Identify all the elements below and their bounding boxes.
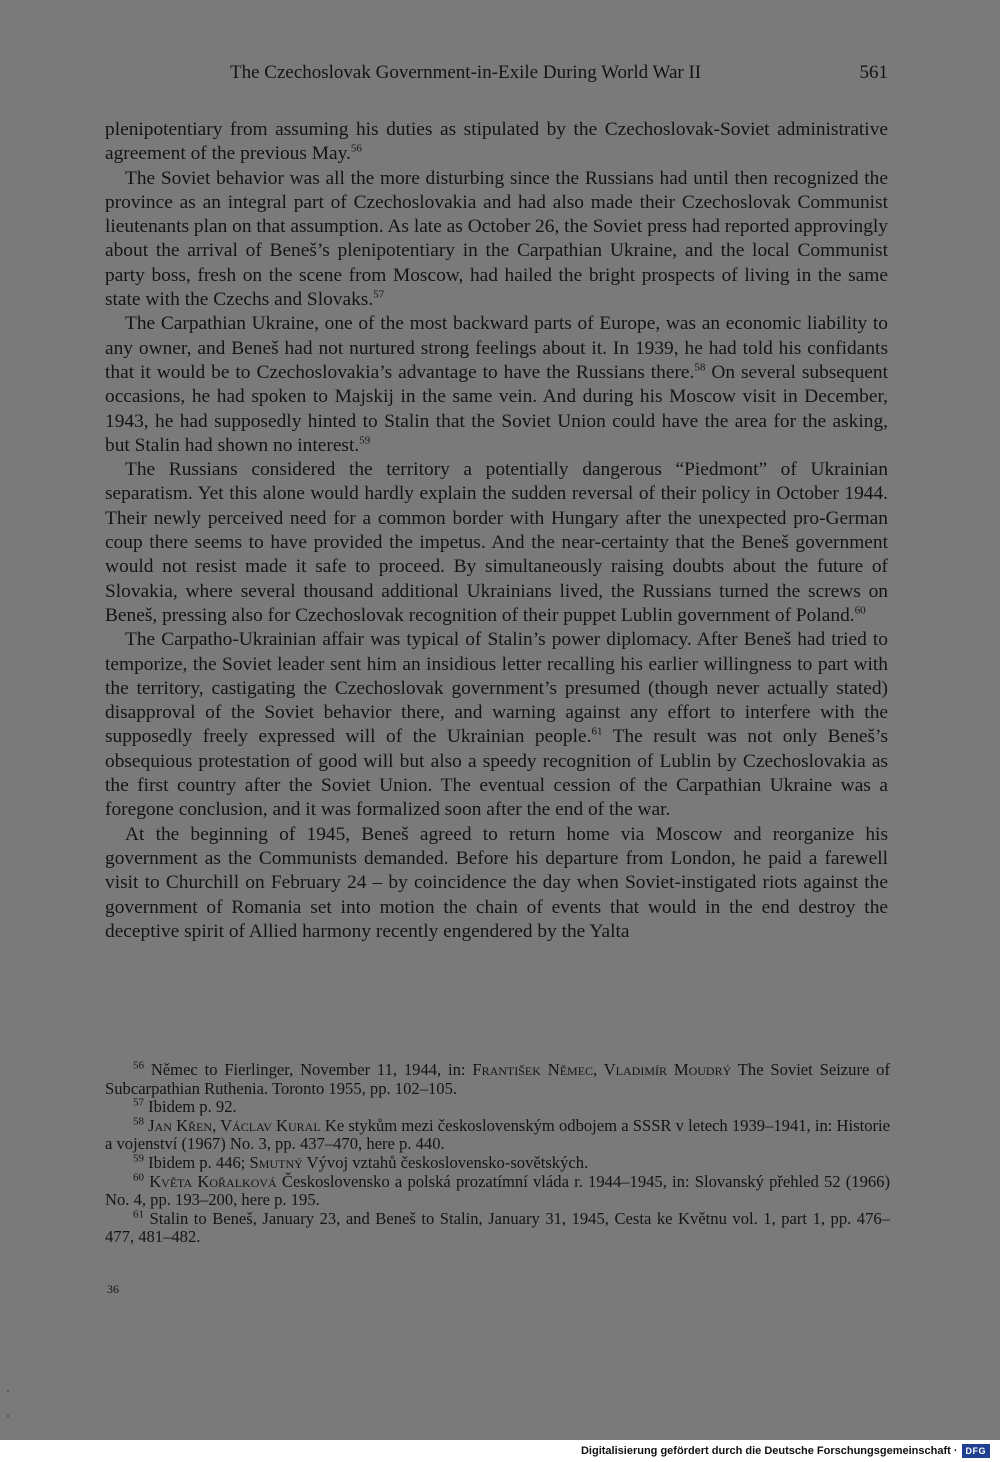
text-run: The Carpathian Ukraine, one of the most backward parts of Europe, was an economic liability to any owner, and Beneš had not nurtured strong feelings about it. In 1939, he had told his confidants that it would be to Czechoslovakia’s advantage to have the Russians there. <box>105 313 888 383</box>
footer-text: Digitalisierung gefördert durch die Deutsche Forschungsgemeinschaft · <box>580 1445 958 1457</box>
text-run: Československo a polská prozatímní vláda r. 1944–1945, in: Slovanský přehled 52 (1966) No. 4, pp. 193–200, here p. 195. <box>105 1171 891 1210</box>
text-run: Stalin to Beneš, January 23, and Beneš to Stalin, January 31, 1945, Cesta ke Květnu vol. 1, part 1, pp. 476–477, 481–482. <box>105 1208 890 1247</box>
body-text <box>105 118 888 944</box>
footnote-ref: 60 <box>133 1171 144 1184</box>
footnote-ref: 57 <box>373 288 385 301</box>
scan-speck <box>7 1390 9 1392</box>
author-name: Jan Křen, Václav Kural <box>148 1115 321 1135</box>
text-run: The result was not only Beneš’s obsequious protestation of good will but also a speedy recognition of Lublin by Czechoslovakia as the first country after the Soviet Union. The eventual cession of the Carpathian Ukraine was a foregone conclusion, and it was formalized soon after the end of the war. <box>105 726 888 821</box>
footnote <box>105 1117 890 1154</box>
footnote <box>105 1098 890 1117</box>
author-name: Smutný <box>249 1152 303 1172</box>
footnotes <box>105 1061 890 1247</box>
dfg-logo: DFG <box>962 1444 991 1458</box>
text-run: The Russians considered the territory a potentially dangerous “Piedmont” of Ukrainian separatism. Yet this alone would hardly explain the sudden reversal of their policy in October 1944. Their newly perceived need for a common border with Hungary after the unexpected pro-German coup there seems to have provided the impetus. And the near-certainty that the Beneš government would not resist made it safe to proceed. By simultaneously raising doubts about the future of Slovakia, where several thousand additional Ukrainians lived, the Russians turned the screws on Beneš, pressing also for Czechoslovak recognition of their puppet Lublin government of Poland. <box>105 459 888 626</box>
author-name: František Němec, Vladimír Moudrý <box>472 1060 732 1079</box>
text-run: The Soviet Seizure of Subcarpathian Ruthenia. Toronto 1955, pp. 102–105. <box>105 1060 890 1098</box>
running-title: The Czechoslovak Government-in-Exile During World War II <box>230 62 702 83</box>
footnote-ref: 61 <box>591 725 603 738</box>
paragraph <box>105 628 888 822</box>
text-run: Vývoj vztahů československo-sovětských. <box>302 1152 589 1172</box>
text-run: Ke stykům mezi československým odbojem a SSSR v letech 1939–1941, in: Historie a vojenství (1967) No. 3, pp. 437–470, here p. 440. <box>105 1115 890 1154</box>
footnote <box>105 1210 890 1247</box>
paragraph <box>105 312 888 458</box>
footnote-ref: 59 <box>359 434 371 447</box>
footnote-ref: 56 <box>133 1059 144 1072</box>
text-run: At the beginning of 1945, Beneš agreed to return home via Moscow and reorganize his government as the Communists demanded. Before his departure from London, he paid a farewell visit to Churchill on February 24 – by coincidence the day when Soviet-instigated riots against the government of Romania set into motion the chain of events that would in the end destroy the deceptive spirit of Allied harmony recently engendered by the Yalta <box>105 823 888 942</box>
paragraph <box>105 823 888 944</box>
footnote <box>105 1173 890 1210</box>
signature-mark: 36 <box>107 1282 119 1296</box>
text-run: Ibidem p. 92. <box>144 1097 237 1117</box>
text-run: Ibidem p. 446; <box>144 1152 250 1172</box>
paragraph <box>105 458 888 628</box>
footnote-ref: 58 <box>133 1115 144 1128</box>
footnote-ref: 57 <box>133 1096 144 1109</box>
footnote-ref: 59 <box>133 1152 144 1165</box>
text-run: plenipotentiary from assuming his duties as stipulated by the Czechoslovak-Soviet administrative agreement of the previous May. <box>105 119 888 165</box>
footnote-ref: 56 <box>350 142 362 155</box>
running-header <box>105 62 888 92</box>
page-number: 561 <box>859 62 888 83</box>
footnote <box>105 1061 890 1098</box>
author-name: Květa Kořalková <box>149 1171 277 1191</box>
text-run: On several subsequent occasions, he had spoken to Majskij in the same vein. And during his Moscow visit in December, 1943, he had supposedly hinted to Stalin that the Soviet Union could have the area for the asking, but Stalin had shown no interest. <box>105 361 888 456</box>
text-run: The Carpatho-Ukrainian affair was typical of Stalin’s power diplomacy. After Beneš had tried to temporize, the Soviet leader sent him an insidious letter recalling his earlier willingness to part with the territory, castigating the Czechoslovak government’s presumed (though never actually stated) disapproval of the Soviet behavior there, and warning against any effort to interfere with the supposedly freely expressed will of the Ukrainian people. <box>105 629 888 748</box>
text-run: Němec to Fierlinger, November 11, 1944, in: <box>144 1060 473 1079</box>
text-run: The Soviet behavior was all the more disturbing since the Russians had until then recognized the province as an integral part of Czechoslovakia and had also made their Czechoslovak Communist lieutenants plan on that assumption. As late as October 26, the Soviet press had reported approvingly about the arrival of Beneš’s plenipotentiary in the Carpathian Ukraine, and the local Communist party boss, fresh on the scene from Moscow, had hailed the bright prospects of living in the same state with the Czechs and Slovaks. <box>105 167 888 311</box>
footnote-ref: 60 <box>854 604 866 617</box>
footnote-ref: 61 <box>133 1208 144 1221</box>
footnote-ref: 58 <box>694 361 706 374</box>
scan-speck <box>7 1415 9 1417</box>
paragraph <box>105 118 888 167</box>
paragraph <box>105 167 888 313</box>
footnote <box>105 1154 890 1173</box>
digitization-footer <box>581 1443 990 1459</box>
